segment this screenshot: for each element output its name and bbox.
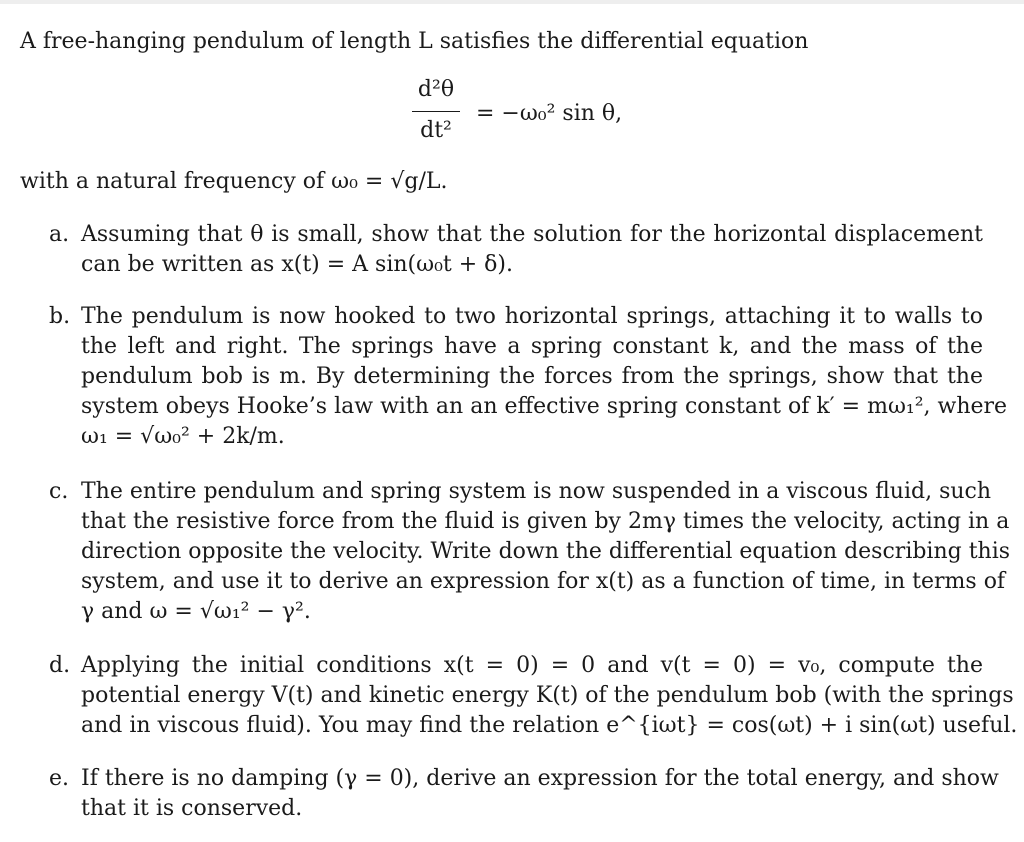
item-e-line-1: If there is no damping (γ = 0), derive an expression for the total energy, and show: [81, 766, 999, 791]
equation-rhs: = −ω₀² sin θ,: [476, 101, 623, 126]
item-d-label: d.: [49, 653, 71, 678]
item-a-label: a.: [49, 222, 70, 247]
item-c-body: [81, 477, 1011, 627]
item-b-line-1: The pendulum is now hooked to two horizontal springs, attaching it to walls to: [81, 304, 983, 329]
item-d-body: [81, 651, 1018, 741]
item-a-body: [81, 220, 983, 280]
item-b-line-2: the left and right. The springs have a spring constant k, and the mass of the: [81, 334, 983, 359]
item-e: [0, 764, 1000, 826]
item-e-body: [81, 764, 999, 824]
item-b: [0, 302, 1008, 454]
item-c-line-3: direction opposite the velocity. Write down the differential equation describing this: [81, 539, 1011, 564]
item-d: [0, 651, 1018, 743]
equation-denominator: dt²: [420, 118, 452, 143]
item-e-line-2: that it is conserved.: [81, 796, 303, 821]
equation-numerator: d²θ: [417, 77, 455, 102]
item-a-line-1: Assuming that θ is small, show that the solution for the horizontal displacement: [81, 222, 983, 247]
item-b-line-5: ω₁ = √ω₀² + 2k/m.: [81, 424, 285, 449]
item-a: [0, 220, 1000, 282]
item-c-label: c.: [49, 479, 69, 504]
item-c-line-4: system, and use it to derive an expression for x(t) as a function of time, in terms of: [81, 569, 1006, 594]
item-d-line-2: potential energy V(t) and kinetic energy K(t) of the pendulum bob (with the springs: [81, 683, 1014, 708]
equation-fraction: [412, 77, 460, 144]
item-b-line-4: system obeys Hooke’s law with an an effective spring constant of k′ = mω₁², where: [81, 394, 1008, 419]
intro-text: A free-hanging pendulum of length L satisfies the differential equation: [20, 29, 809, 54]
item-d-line-1: Applying the initial conditions x(t = 0) = 0 and v(t = 0) = v₀, compute the: [81, 653, 983, 678]
item-b-line-3: pendulum bob is m. By determining the forces from the springs, show that the: [81, 364, 983, 389]
item-c-line-2: that the resistive force from the fluid is given by 2mγ times the velocity, acting in a: [81, 509, 1010, 534]
item-d-line-3: and in viscous fluid). You may find the relation e^{iωt} = cos(ωt) + i sin(ωt) useful.: [81, 713, 1018, 738]
item-c-line-5: γ and ω = √ω₁² − γ².: [81, 599, 311, 624]
item-e-label: e.: [49, 766, 70, 791]
fraction-bar: [412, 111, 460, 112]
item-b-body: [81, 302, 1008, 452]
item-c: [0, 477, 1011, 629]
item-a-line-2: can be written as x(t) = A sin(ω₀t + δ).: [81, 252, 513, 277]
item-b-label: b.: [49, 304, 71, 329]
item-c-line-1: The entire pendulum and spring system is now suspended in a viscous fluid, such: [81, 479, 992, 504]
display-equation: [412, 77, 632, 147]
natural-frequency-text: with a natural frequency of ω₀ = √g/L.: [20, 169, 448, 194]
